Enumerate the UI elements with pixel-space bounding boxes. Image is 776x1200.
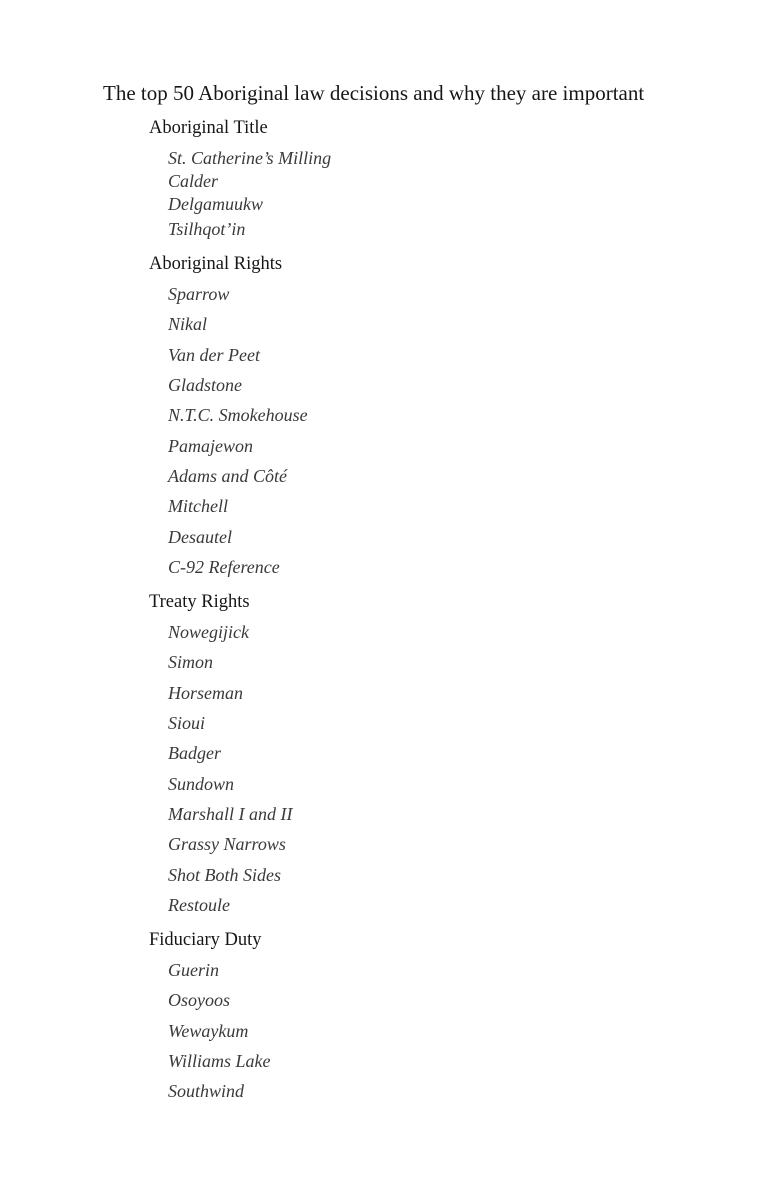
case-item: Guerin [168,960,219,980]
case-item: Osoyoos [168,990,230,1010]
case-item: Wewaykum [168,1021,249,1041]
case-item: Badger [168,743,221,763]
section-heading-fiduciary-duty: Fiduciary Duty [149,930,262,950]
section-heading-treaty-rights: Treaty Rights [149,592,250,612]
case-item: Grassy Narrows [168,834,286,854]
case-item: Shot Both Sides [168,865,281,885]
case-item: Delgamuukw [168,194,263,214]
case-item: Desautel [168,527,232,547]
section-heading-aboriginal-rights: Aboriginal Rights [149,254,283,274]
page-title: The top 50 Aboriginal law decisions and why they are important [103,81,645,105]
case-item: Pamajewon [168,436,253,456]
case-item: C-92 Reference [168,557,280,577]
case-item: N.T.C. Smokehouse [168,405,308,425]
case-item: Southwind [168,1081,245,1101]
case-item: Tsilhqot’in [168,219,246,239]
case-item: Mitchell [168,496,228,516]
case-item: Simon [168,652,213,672]
case-item: St. Catherine’s Milling [168,148,332,168]
case-item: Adams and Côté [168,466,287,486]
case-item: Gladstone [168,375,242,395]
case-item: Williams Lake [168,1051,271,1071]
section-heading-aboriginal-title: Aboriginal Title [149,118,268,138]
case-item: Sparrow [168,284,230,304]
case-item: Sioui [168,713,206,733]
case-item: Sundown [168,774,235,794]
case-item: Calder [168,171,219,191]
case-item: Nowegijick [168,622,249,642]
case-item: Van der Peet [168,345,260,365]
case-item: Restoule [168,895,230,915]
case-item: Marshall I and II [168,804,293,824]
case-item: Horseman [168,683,243,703]
case-item: Nikal [168,314,207,334]
